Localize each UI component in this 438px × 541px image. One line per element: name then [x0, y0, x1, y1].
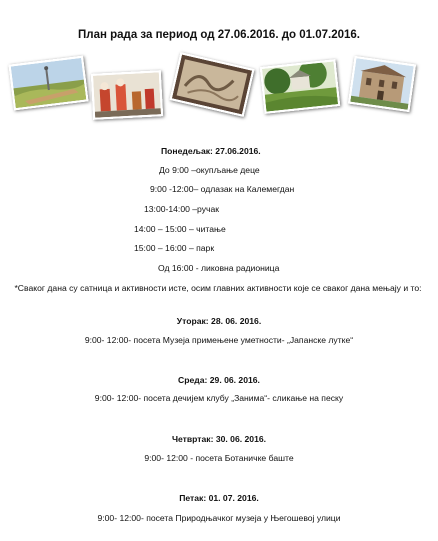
thursday-heading: Четвртак: 30. 06. 2016. [171, 434, 267, 444]
friday-activity: 9:00- 12:00- посета Природњачког музеја у Његошевој улици [97, 513, 341, 523]
monday-heading: Понедељак: 27.06.2016. [161, 146, 261, 156]
tuesday-activity: 9:00- 12:00- посета Музеја примењене уметности- „Јапанске лутке“ [84, 335, 354, 345]
wednesday-heading: Среда: 29. 06. 2016. [178, 375, 260, 385]
schedule-note: *Сваког дана су сатница и активности исте, осим главних активности које се сваког дана мењају и то: [14, 283, 422, 293]
thursday-activity: 9:00- 12:00 - посета Ботаничке баште [144, 453, 294, 463]
botanical-garden-photo [260, 59, 340, 114]
monday-item-gathering: До 9:00 –окупљање деце [159, 165, 260, 175]
page-title: План рада за период од 27.06.2016. до 01.07.2016. [78, 29, 360, 41]
monday-item-kalemegdan: 9:00 -12:00– одлазак на Калемегдан [150, 184, 295, 194]
kalemegdan-monument-photo [8, 56, 88, 111]
natural-history-museum-photo [348, 56, 416, 112]
tuesday-heading: Уторак: 28. 06. 2016. [176, 316, 262, 326]
friday-heading: Петак: 01. 07. 2016. [179, 493, 259, 503]
monday-item-art-workshop: Од 16:00 - ликовна радионица [158, 263, 280, 273]
monday-item-lunch: 13:00-14:00 –ручак [144, 204, 220, 214]
sand-painting-photo [169, 52, 254, 117]
monday-item-reading: 14:00 – 15:00 – читање [134, 224, 226, 234]
japanese-dolls-photo [91, 70, 163, 120]
monday-item-park: 15:00 – 16:00 – парк [134, 243, 215, 253]
wednesday-activity: 9:00- 12:00- посета дечијем клубу „Занима“- сликање на песку [94, 393, 344, 403]
